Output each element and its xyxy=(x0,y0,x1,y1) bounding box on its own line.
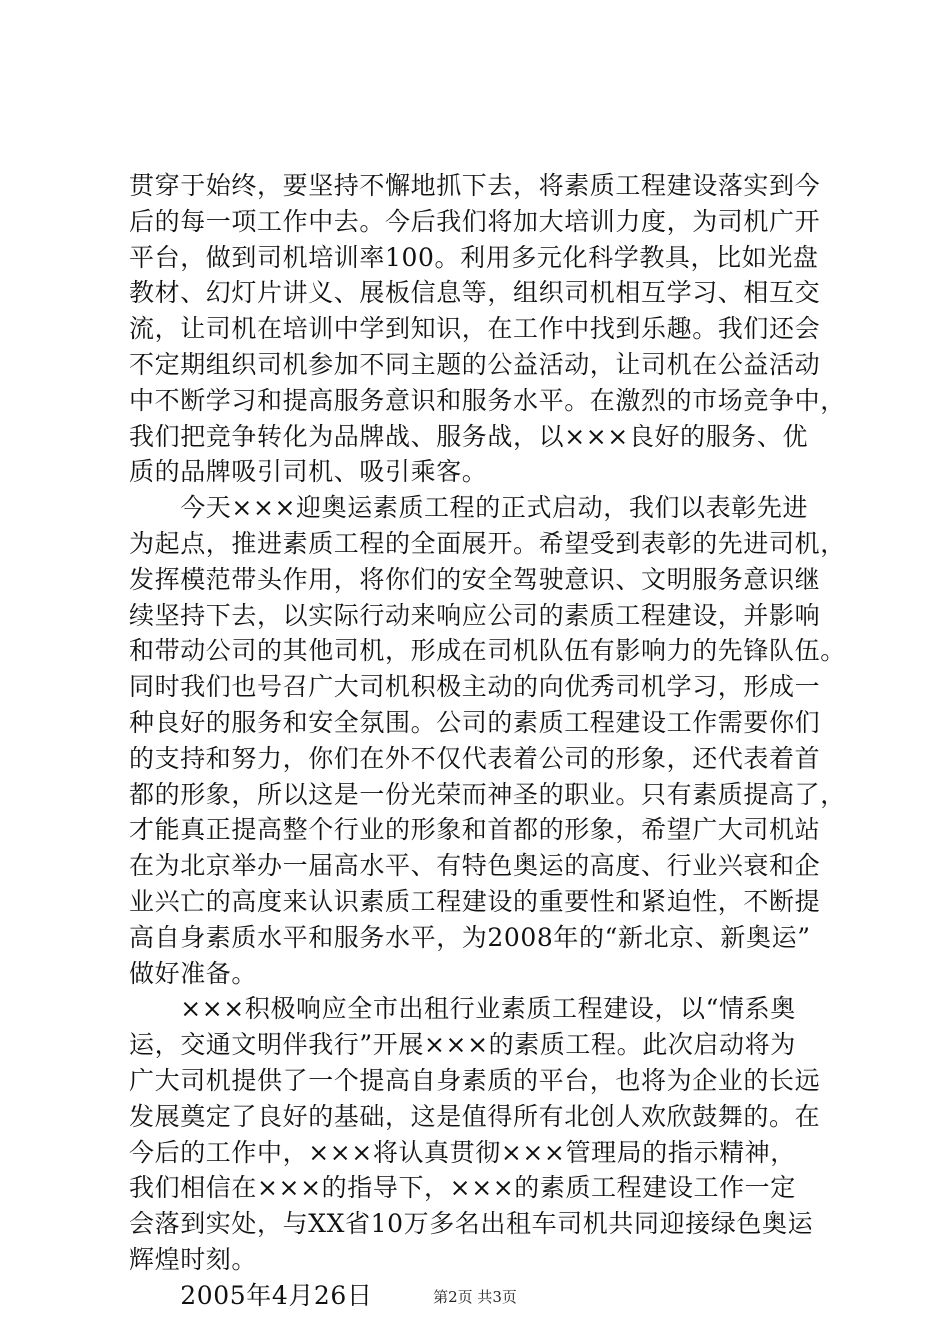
page-footer: 第2页 共3页 xyxy=(433,1288,517,1306)
text-line: 会落到实处，与XX省10万多名出租车司机共同迎接绿色奥运 xyxy=(129,1209,814,1239)
text-line: 续坚持下去，以实际行动来响应公司的素质工程建设，并影响 xyxy=(129,600,821,630)
text-line: 平台，做到司机培训率100。利用多元化科学教具，比如光盘 xyxy=(129,242,819,272)
text-line: 运，交通文明伴我行”开展×××的素质工程。此次启动将为 xyxy=(129,1030,796,1060)
text-line: 流，让司机在培训中学到知识，在工作中找到乐趣。我们还会 xyxy=(129,314,821,344)
date-line: 2005年4月26日 xyxy=(129,1280,373,1310)
text-line: 为起点，推进素质工程的全面展开。希望受到表彰的先进司机， xyxy=(129,528,846,558)
text-line: 我们把竞争转化为品牌战、服务战，以×××良好的服务、优 xyxy=(129,421,809,451)
text-line: 业兴亡的高度来认识素质工程建设的重要性和紧迫性，不断提 xyxy=(129,886,821,916)
text-line: 做好准备。 xyxy=(129,958,258,988)
text-line: 发挥模范带头作用，将你们的安全驾驶意识、文明服务意识继 xyxy=(129,564,821,594)
text-line: 发展奠定了良好的基础，这是值得所有北创人欢欣鼓舞的。在 xyxy=(129,1101,821,1131)
text-line: 高自身素质水平和服务水平，为2008年的“新北京、新奥运” xyxy=(129,922,811,952)
text-line: 广大司机提供了一个提高自身素质的平台，也将为企业的长远 xyxy=(129,1065,821,1095)
text-line: 教材、幻灯片讲义、展板信息等，组织司机相互学习、相互交 xyxy=(129,278,821,308)
text-line: 同时我们也号召广大司机积极主动的向优秀司机学习，形成一 xyxy=(129,672,821,702)
text-line: 中不断学习和提高服务意识和服务水平。在激烈的市场竞争中， xyxy=(129,385,846,415)
text-line: 种良好的服务和安全氛围。公司的素质工程建设工作需要你们 xyxy=(129,707,821,737)
document-body xyxy=(129,168,846,1314)
text-line: ×××积极响应全市出租行业素质工程建设，以“情系奥 xyxy=(129,994,796,1024)
text-line: 才能真正提高整个行业的形象和首都的形象，希望广大司机站 xyxy=(129,815,821,845)
text-line: 后的每一项工作中去。今后我们将加大培训力度，为司机广开 xyxy=(129,206,821,236)
text-line: 都的形象，所以这是一份光荣而神圣的职业。只有素质提高了， xyxy=(129,779,846,809)
text-line: 和带动公司的其他司机，形成在司机队伍有影响力的先锋队伍。 xyxy=(129,636,846,666)
text-line: 的支持和努力，你们在外不仅代表着公司的形象，还代表着首 xyxy=(129,743,821,773)
text-line: 不定期组织司机参加不同主题的公益活动，让司机在公益活动 xyxy=(129,349,821,379)
text-line: 在为北京举办一届高水平、有特色奥运的高度、行业兴衰和企 xyxy=(129,851,821,881)
text-line: 辉煌时刻。 xyxy=(129,1244,258,1274)
text-line: 我们相信在×××的指导下，×××的素质工程建设工作一定 xyxy=(129,1173,796,1203)
text-line: 贯穿于始终，要坚持不懈地抓下去，将素质工程建设落实到今 xyxy=(129,171,821,200)
text-line: 今天×××迎奥运素质工程的正式启动，我们以表彰先进 xyxy=(129,493,809,523)
text-line: 今后的工作中，×××将认真贯彻×××管理局的指示精神， xyxy=(129,1137,796,1167)
text-line: 质的品牌吸引司机、吸引乘客。 xyxy=(129,457,488,487)
